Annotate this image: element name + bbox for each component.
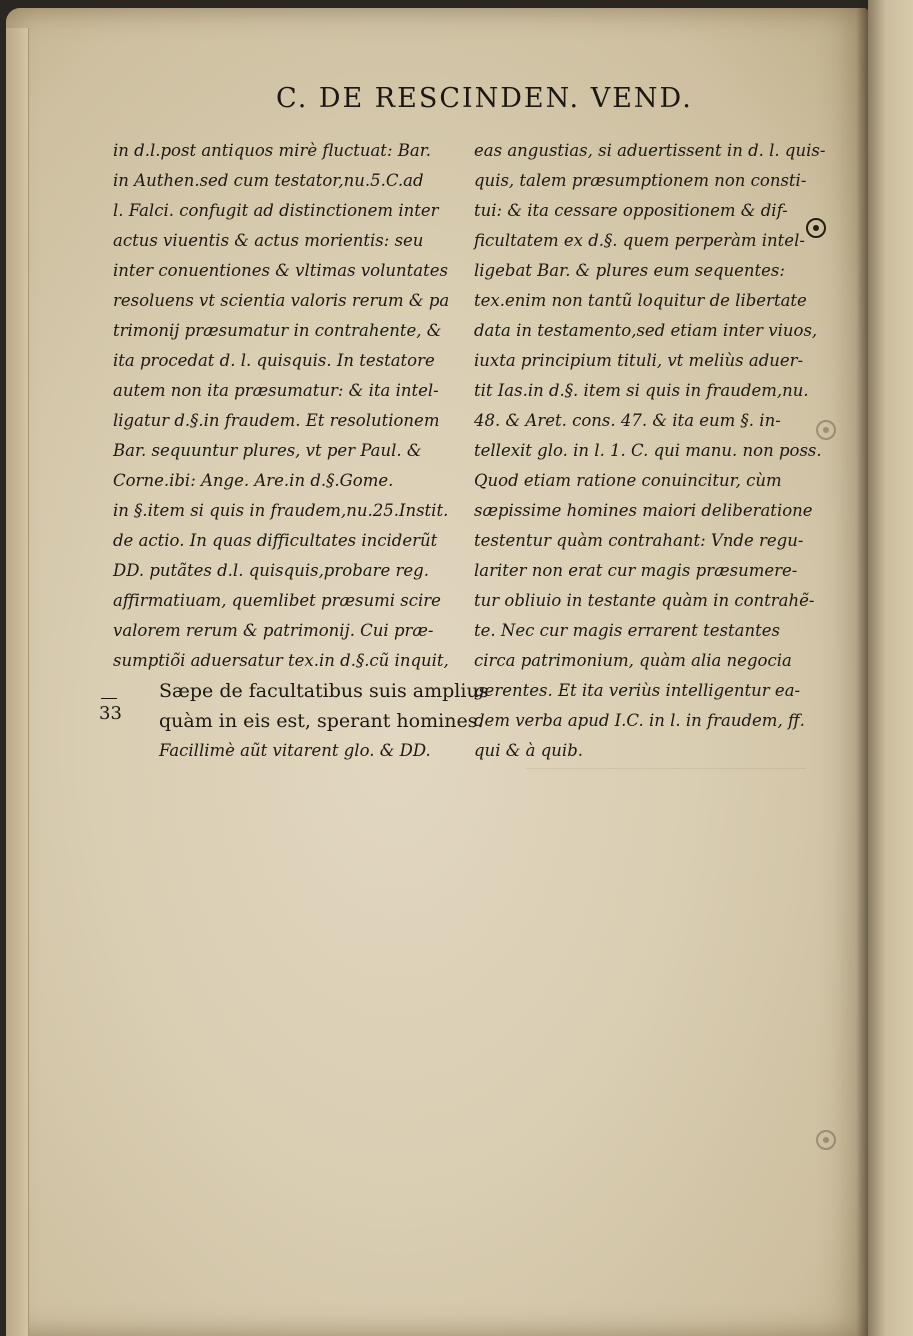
adjacent-page-edge	[868, 0, 913, 1336]
text-line: dem verba apud I.C. in l. in fraudem, ff.	[474, 711, 805, 730]
text-line: ligatur d.§.in fraudem. Et resolutionem	[113, 411, 440, 430]
text-line: tur obliuio in testante quàm in contrahẽ-	[474, 591, 815, 610]
text-line: in d.l.post antiquos mirè fluctuat: Bar.	[113, 141, 432, 160]
running-header: C. DE RESCINDEN. VEND.	[276, 83, 693, 114]
quoted-line: quàm in eis est, sperant homines.	[159, 710, 484, 732]
margin-bullet-icon	[806, 218, 826, 238]
text-line: sæpissime homines maiori deliberatione	[474, 501, 813, 520]
text-line: valorem rerum & patrimonij. Cui præ-	[113, 621, 434, 640]
paper-page	[6, 8, 868, 1336]
text-line: lariter non erat cur magis præsumere-	[474, 561, 798, 580]
text-line: tit Ias.in d.§. item si quis in fraudem,nu.	[474, 381, 809, 400]
quoted-line: Sæpe de facultatibus suis amplius	[159, 680, 489, 702]
text-line: gerentes. Et ita veriùs intelligentur ea-	[474, 681, 801, 700]
text-line: iuxta principium tituli, vt meliùs aduer-	[474, 351, 804, 370]
text-line: tellexit glo. in l. 1. C. qui manu. non poss.	[474, 441, 822, 460]
text-line: in Authen.sed cum testator,nu.5.C.ad	[113, 171, 424, 190]
text-line: te. Nec cur magis errarent testantes	[474, 621, 780, 640]
left-column	[113, 136, 488, 766]
text-line: in §.item si quis in fraudem,nu.25.Instit.	[113, 501, 449, 520]
text-line: tui: & ita cessare oppositionem & dif-	[474, 201, 788, 220]
text-line: autem non ita præsumatur: & ita intel-	[113, 381, 439, 400]
text-line: tex.enim non tantũ loquitur de libertate	[474, 291, 807, 310]
text-line: ita procedat d. l. quisquis. In testatore	[113, 351, 435, 370]
text-line: data in testamento,sed etiam inter viuos,	[474, 321, 818, 340]
signature-mark: 33	[99, 703, 122, 724]
text-line: l. Falci. confugit ad distinctionem inter	[113, 201, 439, 220]
text-line: 48. & Aret. cons. 47. & ita eum §. in-	[474, 411, 781, 430]
faint-margin-bullet-icon	[816, 420, 836, 440]
text-line: sumptiõi aduersatur tex.in d.§.cũ inquit,	[113, 651, 449, 670]
text-line: circa patrimonium, quàm alia negocia	[474, 651, 792, 670]
text-line: trimonij præsumatur in contrahente, &	[113, 321, 442, 340]
right-column	[474, 136, 825, 766]
text-line: de actio. In quas difficultates inciderũt	[113, 531, 438, 550]
text-line: DD. putãtes d.l. quisquis,probare reg.	[113, 561, 429, 580]
page-edge	[6, 28, 29, 1336]
text-line: quis, talem præsumptionem non consti-	[474, 171, 807, 190]
signature-mark-dash	[101, 698, 117, 699]
text-line: Quod etiam ratione conuincitur, cùm	[474, 471, 782, 490]
text-line: qui & à quib.	[474, 741, 583, 760]
text-line: Facillimè aũt vitarent glo. & DD.	[159, 741, 431, 760]
text-line: resoluens vt scientia valoris rerum & pa	[113, 291, 450, 310]
text-line: testentur quàm contrahant: Vnde regu-	[474, 531, 804, 550]
faint-margin-bullet-icon	[816, 1130, 836, 1150]
text-line: Corne.ibi: Ange. Are.in d.§.Gome.	[113, 471, 394, 490]
text-line: actus viuentis & actus morientis: seu	[113, 231, 424, 250]
text-line: ficultatem ex d.§. quem perperàm intel-	[474, 231, 805, 250]
bleed-through	[526, 768, 806, 770]
text-line: affirmatiuam, quemlibet præsumi scire	[113, 591, 441, 610]
text-line: Bar. sequuntur plures, vt per Paul. &	[113, 441, 422, 460]
text-line: eas angustias, si aduertissent in d. l. quis-	[474, 141, 826, 160]
text-line: inter conuentiones & vltimas voluntates	[113, 261, 448, 280]
text-line: ligebat Bar. & plures eum sequentes:	[474, 261, 785, 280]
